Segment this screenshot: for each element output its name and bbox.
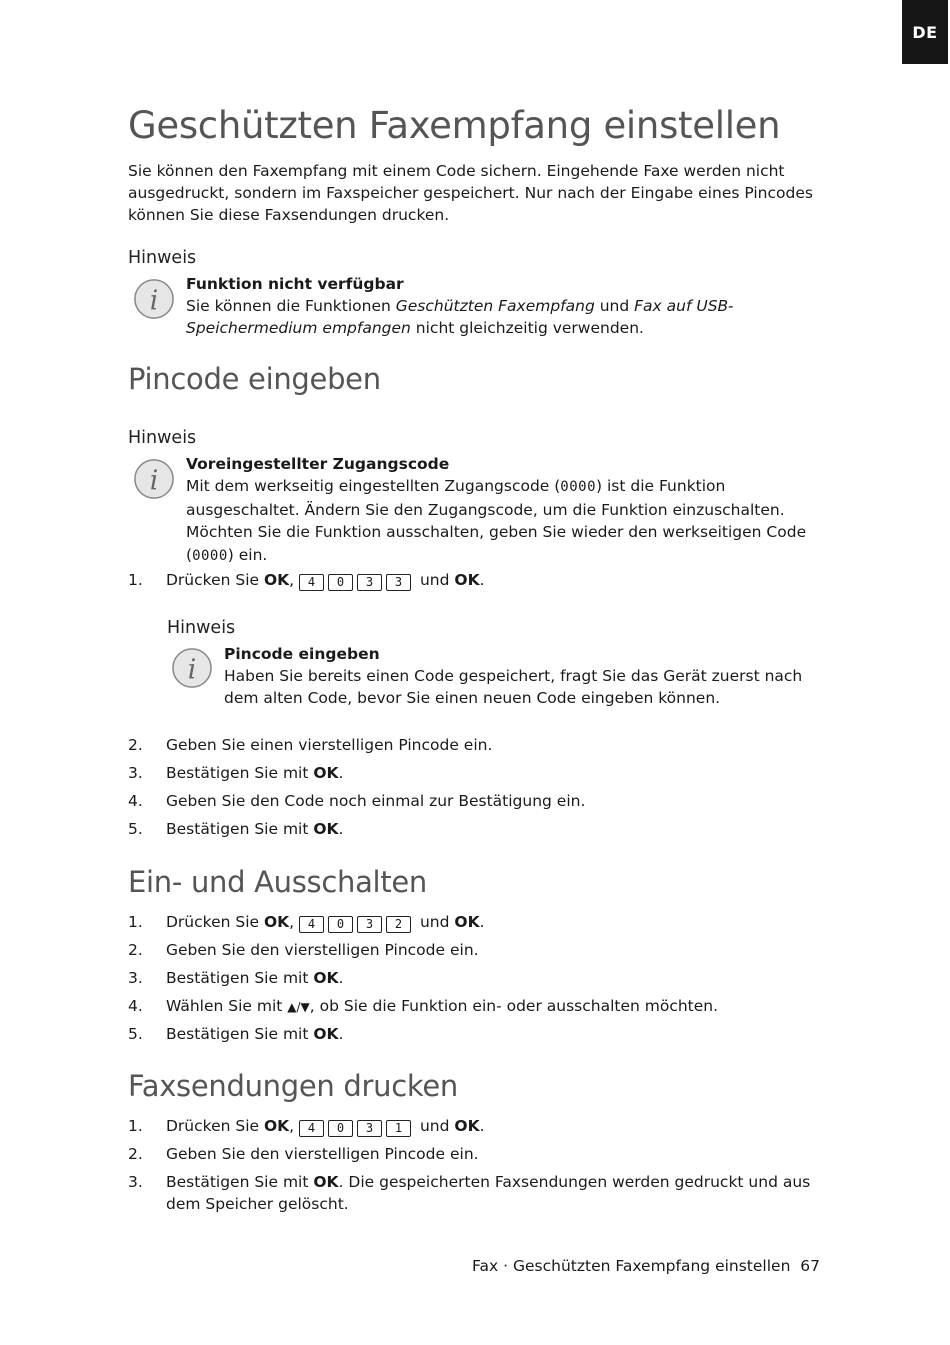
note-text: Mit dem werkseitig eingestellten Zugangscode (0000) ist die Funktion ausgeschaltet. Ändern Sie den Zugangscode, um die Funktion einzuschalten. Möchten Sie die Funktion ausschalten, geben Sie wieder den werkseitigen Code (0000) ein.	[186, 477, 807, 564]
note-text: Haben Sie bereits einen Code gespeichert, fragt Sie das Gerät zuerst nach dem alten Code, bevor Sie einen neuen Code eingeben können.	[224, 667, 803, 707]
footer-text: Fax · Geschützten Faxempfang einstellen	[472, 1257, 791, 1275]
note-body	[186, 453, 816, 567]
info-icon	[133, 458, 175, 500]
note-label: Hinweis	[128, 248, 197, 268]
info-icon	[171, 647, 213, 689]
key-button: 1	[386, 1120, 411, 1137]
svg-text:i: i	[149, 465, 159, 497]
note-label: Hinweis	[128, 428, 197, 448]
note-heading: Pincode eingeben	[224, 645, 380, 663]
note-body	[224, 643, 824, 709]
note-heading: Funktion nicht verfügbar	[186, 275, 404, 293]
key-button: 0	[328, 1120, 353, 1137]
note-label: Hinweis	[167, 618, 236, 638]
up-down-arrow-icon: ▲/▼	[287, 1000, 310, 1014]
note-heading: Voreingestellter Zugangscode	[186, 455, 450, 473]
key-button: 3	[386, 574, 411, 591]
key-button: 4	[299, 1120, 324, 1137]
key-button: 3	[357, 1120, 382, 1137]
key-button: 3	[357, 574, 382, 591]
intro-paragraph: Sie können den Faxempfang mit einem Code sichern. Eingehende Faxe werden nicht ausgedruckt, sondern im Faxspeicher gespeichert. Nur nach der Eingabe eines Pincodes können Sie diese Faxsendungen drucken.	[128, 162, 813, 224]
section-heading-onoff: Ein- und Ausschalten	[128, 865, 428, 899]
svg-text:i: i	[187, 654, 197, 686]
page-number: 67	[800, 1257, 820, 1275]
info-icon	[133, 278, 175, 320]
note-body	[186, 273, 826, 339]
page-title: Geschützten Faxempfang einstellen	[128, 104, 781, 147]
page-footer	[430, 1257, 820, 1275]
language-tab: DE	[902, 0, 948, 64]
key-button: 3	[357, 916, 382, 933]
section-heading-print: Faxsendungen drucken	[128, 1069, 458, 1103]
key-button: 4	[299, 574, 324, 591]
key-button: 2	[386, 916, 411, 933]
key-button: 0	[328, 916, 353, 933]
key-button: 0	[328, 574, 353, 591]
svg-text:i: i	[149, 285, 159, 317]
note-text: Sie können die Funktionen Geschützten Faxempfang und Fax auf USB-Speichermedium empfangen nicht gleichzeitig verwenden.	[186, 297, 734, 337]
key-button: 4	[299, 916, 324, 933]
section-heading-pincode: Pincode eingeben	[128, 362, 381, 396]
